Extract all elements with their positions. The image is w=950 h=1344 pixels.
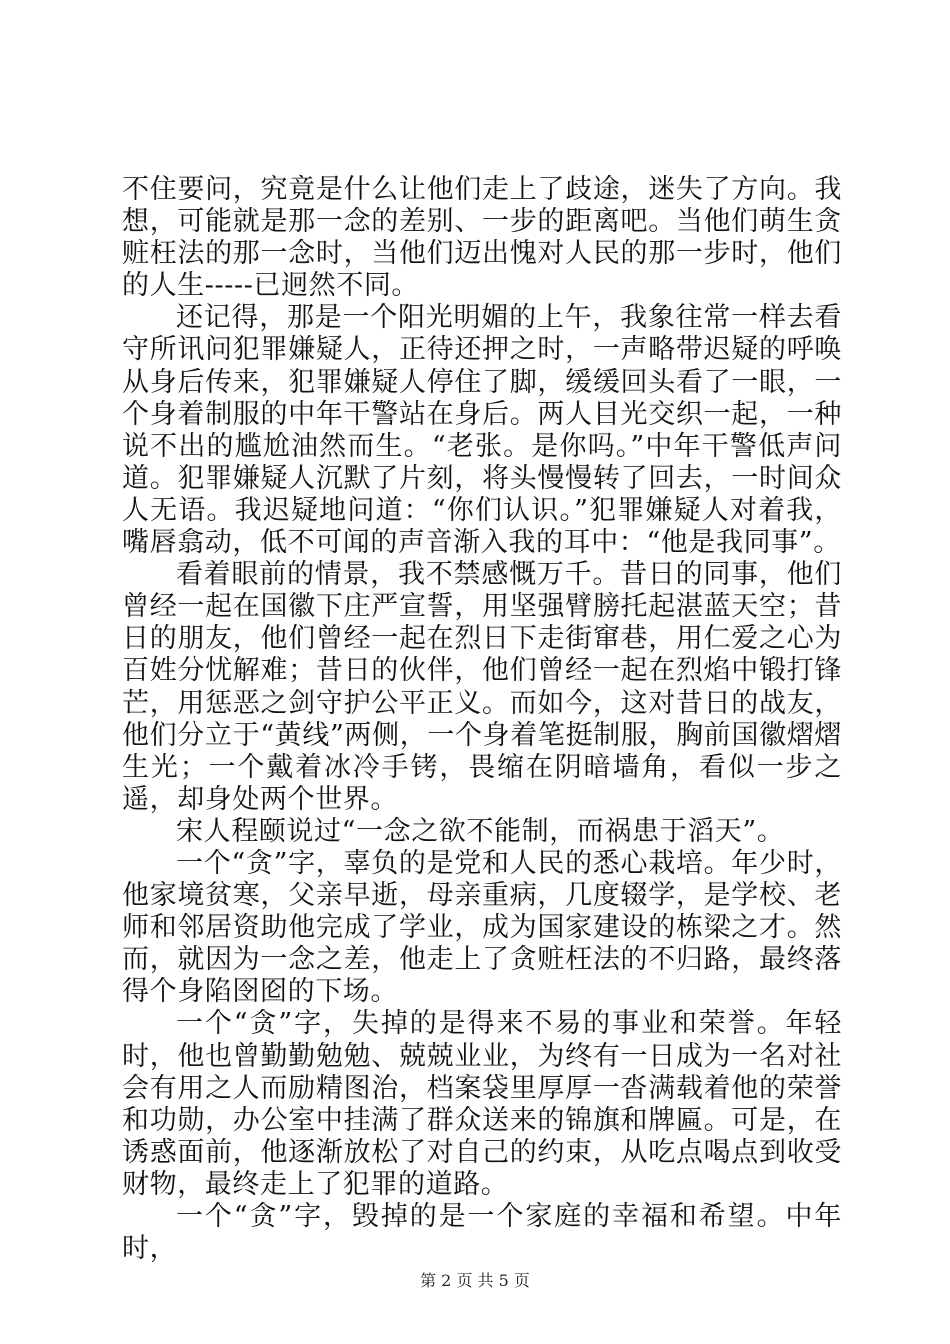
paragraph: 宋人程颐说过“一念之欲不能制，而祸患于滔天”。: [176, 815, 785, 847]
page-number-footer: 第 2 页 共 5 页: [420, 1271, 530, 1290]
paragraph: 一个“贪”字，失掉的是得来不易的事业和荣誉。年轻时，他也曾勤勤勉勉、兢兢业业，为终有一日成为一名对社会有用之人而励精图治，档案袋里厚厚一沓满载着他的荣誉和功勋，办公室中挂满了群众送来的锦旗和牌匾。可是，在诱惑面前，他逐渐放松了对自己的约束，从吃点喝点到收受财物，最终走上了犯罪的道路。: [122, 1008, 842, 1200]
paragraph: 一个“贪”字，辜负的是党和人民的悉心栽培。年少时，他家境贫寒，父亲早逝，母亲重病，几度辍学，是学校、老师和邻居资助他完成了学业，成为国家建设的栋梁之才。然而，就因为一念之差，他走上了贪赃枉法的不归路，最终落得个身陷囹囵的下场。: [122, 847, 842, 1008]
paragraph: 一个“贪”字，毁掉的是一个家庭的幸福和希望。中年时，: [122, 1201, 842, 1265]
body-text: [122, 174, 842, 1265]
paragraph: 看着眼前的情景，我不禁感慨万千。昔日的同事，他们曾经一起在国徽下庄严宣誓，用坚强臂膀托起湛蓝天空；昔日的朋友，他们曾经一起在烈日下走街窜巷，用仁爱之心为百姓分忧解难；昔日的伙伴，他们曾经一起在烈焰中锻打锋芒，用惩恶之剑守护公平正义。而如今，这对昔日的战友，他们分立于“黄线”两侧，一个身着笔挺制服，胸前国徽熠熠生光；一个戴着冰冷手铐，畏缩在阴暗墙角，看似一步之遥，却身处两个世界。: [122, 559, 842, 815]
paragraph-continuation: 不住要问，究竟是什么让他们走上了歧途，迷失了方向。我想，可能就是那一念的差别、一步的距离吧。当他们萌生贪赃枉法的那一念时，当他们迈出愧对人民的那一步时，他们的人生-----已迥然不同。: [122, 174, 842, 302]
paragraph: 还记得，那是一个阳光明媚的上午，我象往常一样去看守所讯问犯罪嫌疑人，正待还押之时，一声略带迟疑的呼唤从身后传来，犯罪嫌疑人停住了脚，缓缓回头看了一眼，一个身着制服的中年干警站在身后。两人目光交织一起，一种说不出的尴尬油然而生。“老张。是你吗。”中年干警低声问道。犯罪嫌疑人沉默了片刻，将头慢慢转了回去，一时间众人无语。我迟疑地问道：“你们认识。”犯罪嫌疑人对着我，嘴唇翕动，低不可闻的声音渐入我的耳中：“他是我同事”。: [122, 302, 842, 559]
